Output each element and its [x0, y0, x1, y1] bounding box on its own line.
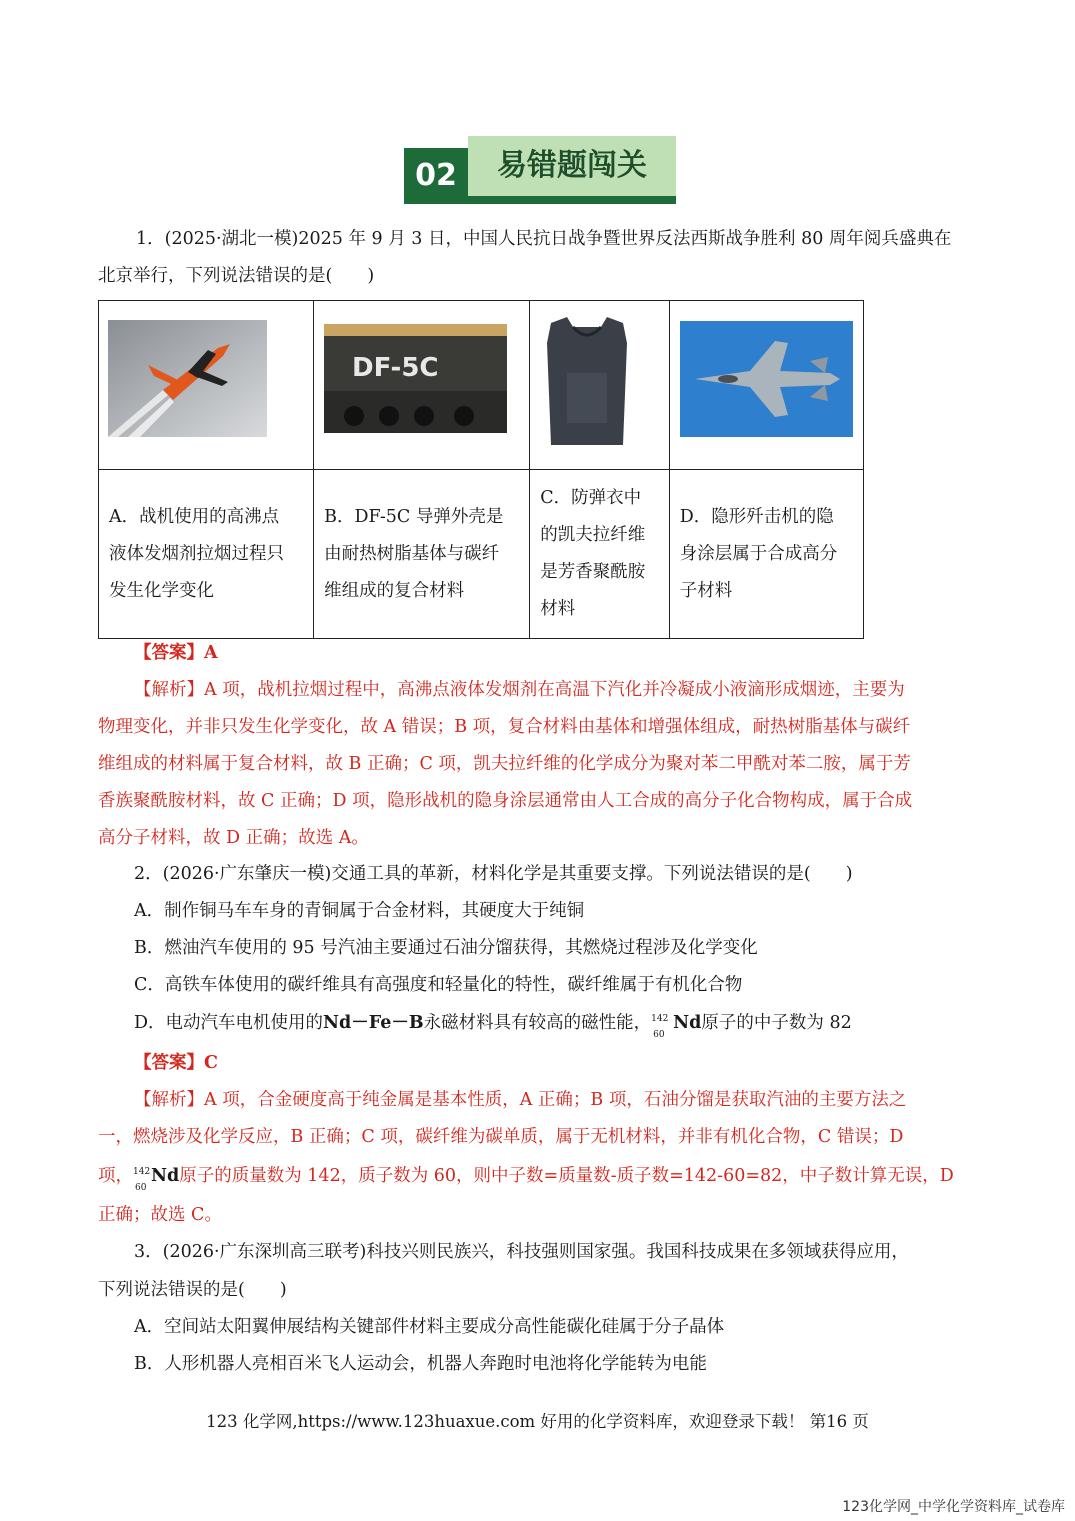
q2-answer: 【答案】C: [134, 1053, 218, 1073]
q2-option-a: A．制作铜马车车身的青铜属于合金材料，其硬度大于纯铜: [134, 901, 585, 921]
q3-option-a: A．空间站太阳翼伸展结构关键部件材料主要成分高性能碳化硅属于分子晶体: [134, 1317, 725, 1337]
option-cell-b: B．DF-5C 导弹外壳是 由耐热树脂基体与碳纤 维组成的复合材料: [314, 470, 530, 639]
missile-photo: [324, 324, 507, 433]
q2-option-b: B．燃油汽车使用的 95 号汽油主要通过石油分馏获得，其燃烧过程涉及化学变化: [134, 938, 758, 958]
q2-analysis-line4: 正确；故选 C。: [98, 1205, 222, 1225]
q3-stem-line2: 下列说法错误的是( ): [98, 1280, 287, 1300]
section-badge: [404, 136, 676, 204]
section-number: 02: [404, 148, 468, 204]
q2-isotope: 142 60: [651, 1014, 669, 1040]
q2-analysis-line2: 一，燃烧涉及化学反应，B 正确；C 项，碳纤维为碳单质，属于无机材料，并非有机化合物，C 错误；D: [98, 1127, 904, 1147]
option-cell-c: C．防弹衣中 的凯夫拉纤维 是芳香聚酰胺 材料: [530, 470, 670, 639]
q2-analysis-isotope: 142 60: [133, 1167, 151, 1193]
q2-option-d: D．电动汽车电机使用的Nd－Fe－B永磁材料具有较高的磁性能， 142 60 Nd原子的中子数为 82: [134, 1013, 852, 1040]
q1-stem-line1: 1．(2025·湖北一模)2025 年 9 月 3 日，中国人民抗日战争暨世界反法西斯战争胜利 80 周年阅兵盛典在: [136, 229, 952, 249]
watermark: 123化学网_中学化学资料库_试卷库: [842, 1499, 1065, 1515]
option-cell-a: A．战机使用的高沸点 液体发烟剂拉烟过程只 发生化学变化: [99, 470, 314, 639]
q1-stem-line2: 北京举行，下列说法错误的是( ): [98, 266, 375, 286]
q3-stem-line1: 3．(2026·广东深圳高三联考)科技兴则民族兴，科技强则国家强。我国科技成果在多领域获得应用，: [134, 1242, 909, 1262]
stealth-fighter-photo: [680, 321, 853, 437]
option-cell-d: D．隐形歼击机的隐 身涂层属于合成高分 子材料: [669, 470, 863, 639]
q2-formula: Nd－Fe－B: [323, 1013, 424, 1033]
q1-analysis-line5: 高分子材料，故 D 正确；故选 A。: [98, 828, 369, 848]
q2-analysis-line1: 【解析】A 项，合金硬度高于纯金属是基本性质，A 正确；B 项，石油分馏是获取汽油的主要方法之: [134, 1090, 907, 1110]
missile-label: DF-5C: [352, 353, 439, 383]
section-title: 易错题闯关: [468, 136, 676, 204]
q2-stem: 2．(2026·广东肇庆一模)交通工具的革新，材料化学是其重要支撑。下列说法错误的是( ): [134, 864, 853, 884]
q1-answer: 【答案】A: [134, 643, 218, 663]
q1-analysis-line2: 物理变化，并非只发生化学变化，故 A 错误；B 项，复合材料由基体和增强体组成，耐热树脂基体与碳纤: [98, 717, 911, 737]
q2-analysis-line3: 项， 142 60 Nd原子的质量数为 142，质子数为 60，则中子数=质量数-质子数=142-60=82，中子数计算无误，D: [98, 1166, 954, 1193]
q2-option-c: C．高铁车体使用的碳纤维具有高强度和轻量化的特性，碳纤维属于有机化合物: [134, 975, 743, 995]
page-footer: 123 化学网,https://www.123huaxue.com 好用的化学资料库，欢迎登录下载！ 第16 页: [206, 1412, 869, 1431]
bulletproof-vest-photo: [543, 313, 631, 445]
q1-analysis-line1: 【解析】A 项，战机拉烟过程中，高沸点液体发烟剂在高温下汽化并冷凝成小液滴形成烟迹，主要为: [134, 680, 905, 700]
q1-analysis-line4: 香族聚酰胺材料，故 C 正确；D 项，隐形战机的隐身涂层通常由人工合成的高分子化合物构成，属于合成: [98, 791, 913, 811]
q3-option-b: B．人形机器人亮相百米飞人运动会，机器人奔跑时电池将化学能转为电能: [134, 1354, 707, 1374]
jet-smoke-photo: [108, 320, 267, 437]
q1-analysis-line3: 维组成的材料属于复合材料，故 B 正确；C 项，凯夫拉纤维的化学成分为聚对苯二甲酰对苯二胺，属于芳: [98, 754, 911, 774]
